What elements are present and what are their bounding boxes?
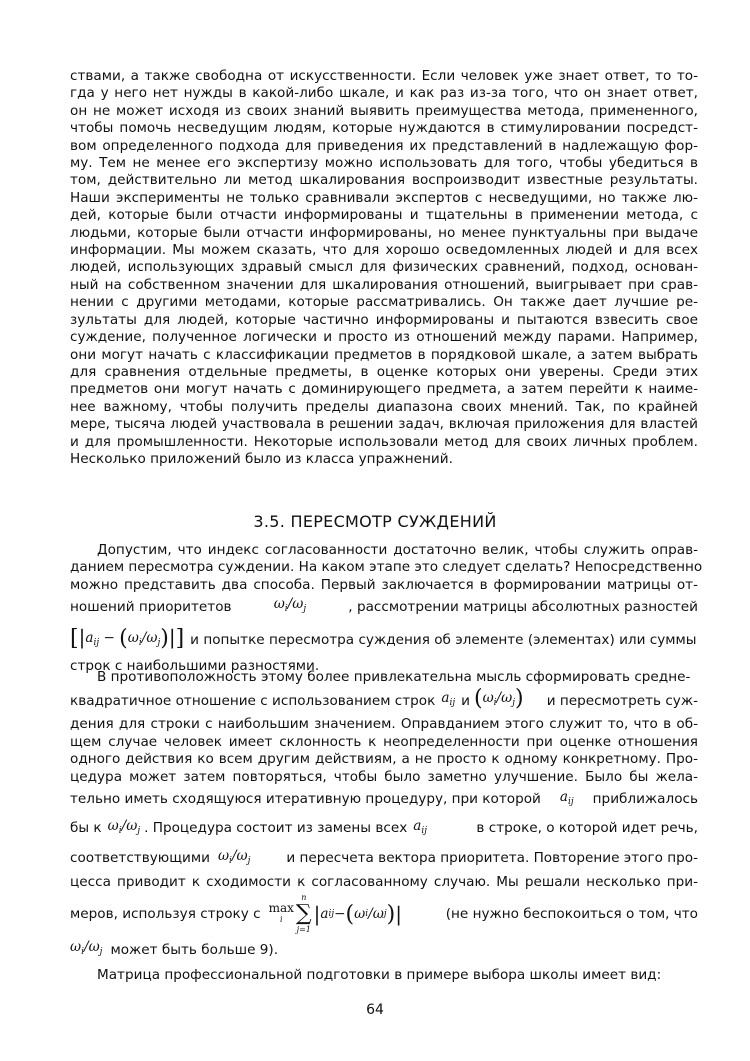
formula-a-ij: $a_{ij}$ [441, 690, 456, 709]
text-line-with-formula [70, 844, 698, 874]
text-fragment: (не нужно беспокоиться о том, что [445, 905, 698, 922]
text-line: дения для строки с наибольшим значением. Оправданием этого служит то, что в об- [70, 716, 698, 733]
text-fragment: и пересчета вектора приоритета. Повторение этого про- [286, 850, 698, 867]
text-line: дей, которые были отчасти информированы и тщательны в применении метода, с [70, 207, 698, 224]
text-line: суждение, полученное логически и просто из отношений между парами. Например, [70, 329, 698, 346]
text-line: му. Тем не менее его экспертизу можно использовать для того, чтобы убедиться в [70, 155, 698, 172]
text-line: Допустим, что индекс согласованности достаточно велик, чтобы служить оправ- [97, 542, 698, 558]
sum-operator: n ∑ j=1 [295, 893, 312, 935]
text-line: том, действительно ли метод шкалирования воспроизводит известные результаты. [70, 172, 698, 189]
text-fragment: может быть больше 9). [110, 941, 279, 958]
text-line: ствами, а также свободна от искусственности. Если человек уже знает ответ, то то- [70, 68, 698, 84]
text-line-with-formula [70, 786, 698, 814]
text-line: и для промышленности. Некоторые использовали метод для своих личных проблем. [70, 433, 698, 450]
text-line: людей, использующих здравый смысл для физических сравнений, подход, основан- [70, 259, 698, 276]
text-line: он не может исходя из своих знаний выявить преимущества метода, примененного, [70, 102, 698, 119]
text-line: цесса приводит к сходимости к согласованному случаю. Мы решали несколько при- [70, 874, 698, 891]
text-line: они могут начать с классификации предметов в порядковой шкале, а затем выбрать [70, 346, 698, 363]
text-fragment: квадратичное отношение с использованием строк [70, 692, 436, 709]
text-line: вом определенного подхода для приведения их представлений в надлежащую фор- [70, 137, 698, 154]
text-line: можно представить два способа. Первый заключается в формировании матрицы от- [70, 576, 698, 593]
text-line: информации. Мы можем сказать, что для хорошо осведомленных людей и для всех [70, 242, 698, 259]
max-operator: max i [268, 901, 294, 925]
text-line-with-formula [70, 622, 698, 658]
text-line: щем случае человек имеет склонность к неопределенности при оценке отношения [70, 733, 698, 750]
formula-a-ij: $a_{ij}$ [413, 817, 428, 836]
text-fragment: в строке, о которой идет речь, [476, 820, 698, 837]
text-line: данием пересмотра суждении. На каком этапе это следует сделать? Непосредственно [70, 559, 703, 576]
text-fragment: меров, используя строку с [70, 905, 261, 922]
text-fragment: соответствующими [70, 850, 210, 867]
text-line: гда у него нет нужды в какой-либо шкале, и как раз из-за того, что он знает ответ, [70, 85, 698, 102]
text-line: Матрица профессиональной подготовки в примере выбора школы имеет вид: [97, 967, 662, 984]
text-fragment: и [461, 692, 470, 709]
text-line-with-formula [70, 686, 698, 716]
formula-omega-ratio: $\omega_i/\omega_j$ [273, 596, 307, 615]
text-line: Наши эксперименты не только сравнивали экспертов с несведущими, но также лю- [70, 189, 698, 206]
section-heading: 3.5. ПЕРЕСМОТР СУЖДЕНИЙ [253, 512, 497, 531]
text-line: нее важному, чтобы получить пределы диапазона своих мнений. Так, по крайней [70, 398, 698, 415]
text-fragment: и пересмотреть суж- [546, 692, 698, 709]
text-line-with-formula [70, 594, 698, 620]
text-line: Несколько приложений было из класса упражнений. [70, 450, 453, 467]
text-line-with-formula [70, 891, 698, 937]
paragraph-rms-ratio [70, 669, 698, 985]
text-line: чтобы помочь несведущим людям, которые нуждаются в стимулировании посредст- [70, 120, 698, 137]
formula-omega-ratio: $\omega_i/\omega_j$ [70, 939, 103, 958]
formula-omega-ratio: $\omega_i/\omega_j$ [107, 817, 141, 836]
formula-max-sum: max i n ∑ j=1 | a ij − ( ω i / ω j ) | [268, 893, 402, 935]
text-line: строк с наибольшими разностями. [70, 658, 320, 675]
formula-a-ij: $a_{ij}$ [559, 788, 574, 807]
text-fragment: ношений приоритетов [70, 598, 232, 615]
text-line: одного действия ко всем другим действиям, а не просто к одному конкретному. Про- [70, 751, 698, 768]
formula-abs-difference-matrix: $[|a_{ij} - (\omega_i/\omega_j)|]$ [70, 624, 185, 651]
text-line: предметов они могут начать с доминирующего предмета, а затем перейти к наиме- [70, 381, 698, 398]
paragraph-revision [70, 542, 703, 676]
formula-omega-ratio: $\omega_i/\omega_j$ [217, 847, 251, 866]
text-line-with-formula [70, 814, 698, 844]
text-line: для сравнения отдельные предметы, в оценке которых они уверены. Среди этих [70, 363, 698, 380]
text-line: ный на собственном значении для шкалирования отношений, выигрывает при срав- [70, 276, 698, 293]
text-fragment: приближалось [592, 791, 698, 808]
page-number: 64 [366, 1002, 384, 1018]
text-line: нении с другими методами, которые рассматривались. Он также дает лучшие ре- [70, 294, 698, 311]
text-line: людьми, которые были отчасти информированы, но менее пунктуальны при выдаче [70, 224, 698, 241]
text-fragment: тельно иметь сходящуюся итеративную процедуру, при которой [70, 791, 541, 808]
text-line: мере, тысяча людей участвовала в решении задач, включая приложения для властей [70, 416, 698, 433]
text-line: зультаты для людей, которые частично информированы и пытаются взвесить свое [70, 311, 698, 328]
text-fragment: и попытке пересмотра суждения об элементе (элементах) или суммы [190, 631, 697, 648]
text-line: цедура может затем повторяться, чтобы было заметно улучшение. Было бы жела- [70, 768, 698, 785]
paragraph-intro [70, 68, 698, 468]
text-fragment: бы к [70, 820, 102, 837]
formula-omega-ratio-paren: $(\omega_i/\omega_j)$ [473, 686, 524, 712]
text-fragment: , рассмотрении матрицы абсолютных разностей [348, 598, 699, 615]
text-line: В противоположность этому более привлекательна мысль сформировать средне- [97, 669, 691, 685]
text-fragment: . Процедура состоит из замены всех [144, 820, 408, 837]
text-line-with-formula [70, 937, 698, 963]
